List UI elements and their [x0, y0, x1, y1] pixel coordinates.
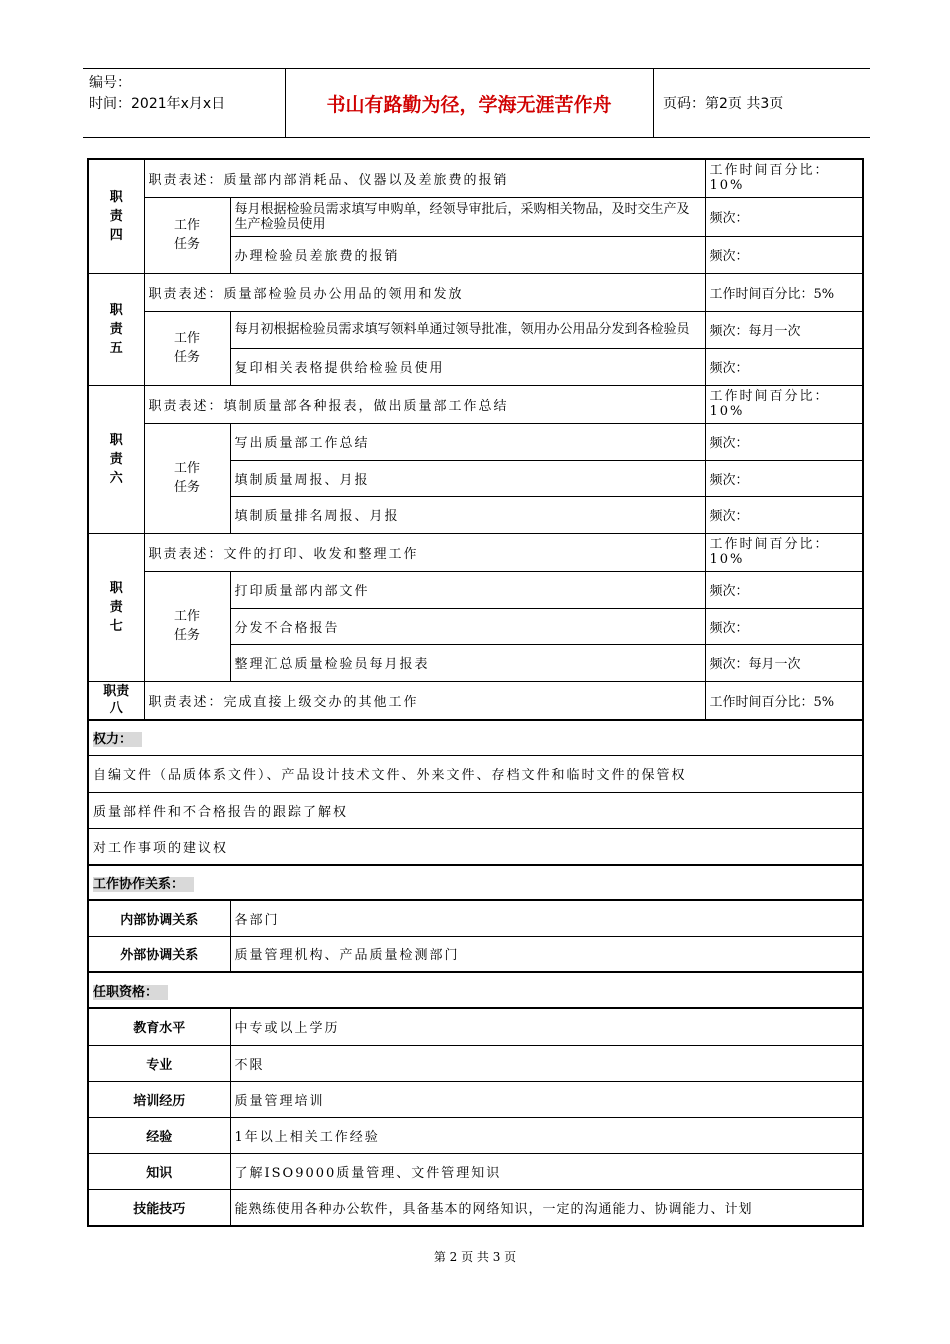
qualification-value: 中专或以上学历	[230, 1008, 863, 1045]
task-text: 写出质量部工作总结	[230, 423, 705, 460]
number-label: 编号：	[89, 75, 131, 91]
task-text: 整理汇总质量检验员每月报表	[230, 644, 705, 681]
duty-description: 职责表述：质量部检验员办公用品的领用和发放	[144, 273, 705, 311]
qualification-label: 教育水平	[88, 1008, 230, 1045]
qualification-row	[88, 1189, 863, 1226]
task-frequency: 频次：每月一次	[705, 311, 863, 348]
cooperation-value: 各部门	[230, 900, 863, 936]
task-text: 每月根据检验员需求填写申购单，经领导审批后，采购相关物品，及时交生产及生产检验员使用	[230, 197, 705, 236]
cooperation-value: 质量管理机构、产品质量检测部门	[230, 936, 863, 972]
duty-description: 职责表述：质量部内部消耗品、仪器以及差旅费的报销	[144, 159, 705, 197]
duty-description: 职责表述：完成直接上级交办的其他工作	[144, 681, 705, 720]
power-item: 对工作事项的建议权	[88, 828, 863, 865]
power-item: 自编文件（品质体系文件）、产品设计技术文件、外来文件、存档文件和临时文件的保管权	[88, 755, 863, 792]
page-footer: 第 2 页 共 3 页	[433, 1250, 517, 1264]
job-description-table	[87, 158, 864, 1227]
qualification-label: 专业	[88, 1045, 230, 1081]
task-row	[88, 197, 863, 236]
date-label: 时间：2021年x月x日	[89, 96, 226, 112]
power-item: 质量部样件和不合格报告的跟踪了解权	[88, 792, 863, 828]
time-percentage: 工作时间百分比：10%	[705, 159, 863, 197]
page-header	[83, 68, 870, 138]
qualification-value: 质量管理培训	[230, 1081, 863, 1117]
task-frequency: 频次：	[705, 496, 863, 533]
task-label: 工作 任务	[144, 197, 230, 273]
cooperation-label: 外部协调关系	[88, 936, 230, 972]
task-frequency: 频次：	[705, 608, 863, 644]
cooperation-heading: 工作协作关系：	[88, 865, 863, 900]
qualification-label: 培训经历	[88, 1081, 230, 1117]
header-motto: 书山有路勤为径，学海无涯苦作舟	[326, 93, 612, 116]
duty-row	[88, 159, 863, 197]
qualification-label: 知识	[88, 1153, 230, 1189]
duty-row	[88, 273, 863, 311]
power-row	[88, 755, 863, 792]
qualification-row	[88, 1081, 863, 1117]
duty-row	[88, 533, 863, 571]
duty-description: 职责表述：文件的打印、收发和整理工作	[144, 533, 705, 571]
qualification-value: 能熟练使用各种办公软件，具备基本的网络知识，一定的沟通能力、协调能力、计划	[230, 1189, 863, 1226]
qualification-value: 不限	[230, 1045, 863, 1081]
duty-description: 职责表述：填制质量部各种报表，做出质量部工作总结	[144, 385, 705, 423]
task-frequency: 频次：	[705, 460, 863, 496]
duty-title: 职 责 五	[88, 273, 144, 385]
task-label: 工作 任务	[144, 311, 230, 385]
header-meta	[89, 73, 225, 115]
qualification-row	[88, 1117, 863, 1153]
duty-title: 职 责 七	[88, 533, 144, 681]
task-text: 打印质量部内部文件	[230, 571, 705, 608]
task-row	[88, 571, 863, 608]
cooperation-row	[88, 936, 863, 972]
power-heading-row	[88, 720, 863, 755]
task-label: 工作 任务	[144, 571, 230, 681]
task-label: 工作 任务	[144, 423, 230, 533]
task-text: 填制质量排名周报、月报	[230, 496, 705, 533]
duty-row	[88, 681, 863, 720]
qualification-value: 1年以上相关工作经验	[230, 1117, 863, 1153]
task-text: 每月初根据检验员需求填写领料单通过领导批准，领用办公用品分发到各检验员	[230, 311, 705, 348]
qualification-row	[88, 1008, 863, 1045]
page-info: 页码：第2页 共3页	[663, 96, 784, 112]
duty-title: 职 责 六	[88, 385, 144, 533]
qualification-heading-row	[88, 972, 863, 1008]
task-frequency: 频次：	[705, 348, 863, 385]
task-text: 办理检验员差旅费的报销	[230, 236, 705, 273]
time-percentage: 工作时间百分比：10%	[705, 385, 863, 423]
time-percentage: 工作时间百分比：10%	[705, 533, 863, 571]
qualification-row	[88, 1045, 863, 1081]
qualification-heading: 任职资格：	[88, 972, 863, 1008]
qualification-value: 了解ISO9000质量管理、文件管理知识	[230, 1153, 863, 1189]
task-text: 填制质量周报、月报	[230, 460, 705, 496]
task-frequency: 频次：	[705, 571, 863, 608]
qualification-label: 技能技巧	[88, 1189, 230, 1226]
header-divider	[653, 69, 654, 137]
power-heading: 权力：	[88, 720, 863, 755]
task-frequency: 频次：	[705, 197, 863, 236]
task-text: 分发不合格报告	[230, 608, 705, 644]
power-row	[88, 792, 863, 828]
cooperation-heading-row	[88, 865, 863, 900]
cooperation-row	[88, 900, 863, 936]
qualification-label: 经验	[88, 1117, 230, 1153]
task-row	[88, 311, 863, 348]
time-percentage: 工作时间百分比：5%	[705, 273, 863, 311]
duty-row	[88, 385, 863, 423]
task-frequency: 频次：	[705, 423, 863, 460]
task-frequency: 频次：每月一次	[705, 644, 863, 681]
qualification-row	[88, 1153, 863, 1189]
task-frequency: 频次：	[705, 236, 863, 273]
power-row	[88, 828, 863, 865]
cooperation-label: 内部协调关系	[88, 900, 230, 936]
task-text: 复印相关表格提供给检验员使用	[230, 348, 705, 385]
time-percentage: 工作时间百分比：5%	[705, 681, 863, 720]
task-row	[88, 423, 863, 460]
duty-title: 职 责 四	[88, 159, 144, 273]
duty-title: 职责 八	[88, 681, 144, 720]
